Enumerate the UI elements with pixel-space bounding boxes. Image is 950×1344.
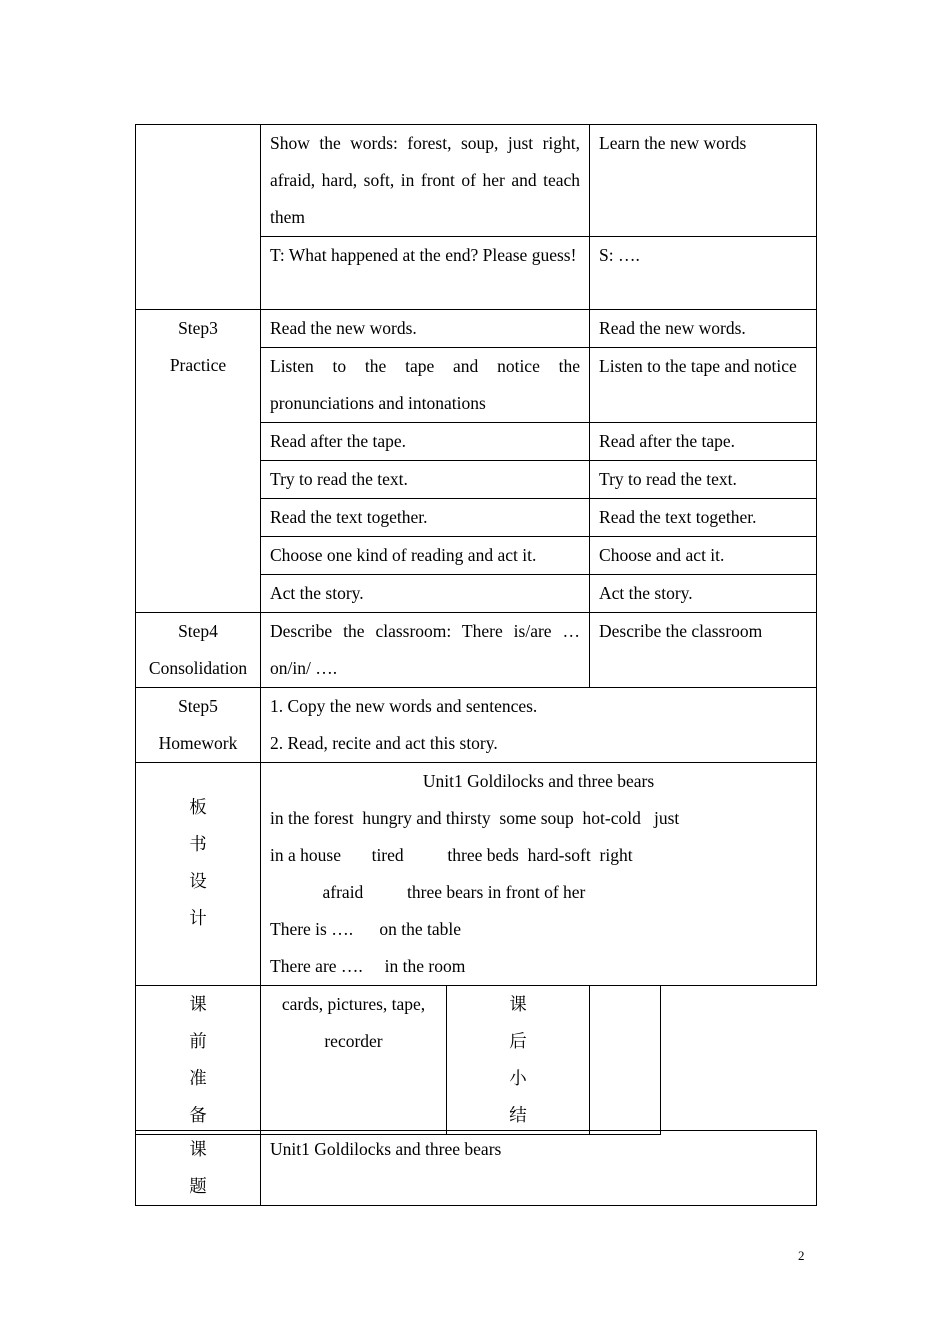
lesson-plan-table: [135, 124, 817, 1135]
student-activity: Read after the tape.: [590, 423, 817, 461]
student-activity: Choose and act it.: [590, 537, 817, 575]
step3-cell: [136, 310, 261, 613]
board-line: in a house tired three beds hard-soft right: [270, 845, 633, 865]
label-char: 后: [509, 1031, 527, 1051]
table-row: [136, 763, 817, 986]
table-row: [136, 688, 817, 763]
teacher-activity: Show the words: forest, soup, just right, afraid, hard, soft, in front of her and teach them: [261, 125, 590, 237]
board-line: in the forest hungry and thirsty some soup hot-cold just: [270, 808, 680, 828]
step-label: Practice: [169, 355, 227, 375]
teacher-activity: Listen to the tape and notice the pronunciations and intonations: [261, 348, 590, 423]
label-char: 小: [509, 1068, 527, 1088]
teacher-activity: Try to read the text.: [261, 461, 590, 499]
board-line: afraid three bears in front of her: [270, 882, 586, 902]
homework-item: 1. Copy the new words and sentences.: [270, 696, 538, 716]
board-design-content: [261, 763, 817, 986]
student-activity: Learn the new words: [590, 125, 817, 237]
homework-content: [261, 688, 817, 763]
teacher-activity: Read after the tape.: [261, 423, 590, 461]
teacher-activity: Describe the classroom: There is/are … on/in/ ….: [261, 613, 590, 688]
table-row: [136, 613, 817, 688]
table-row: [136, 125, 817, 237]
step5-cell: [136, 688, 261, 763]
student-activity: Describe the classroom: [590, 613, 817, 688]
student-activity: Read the text together.: [590, 499, 817, 537]
table-row: [136, 310, 817, 348]
empty-step-cell: [136, 125, 261, 310]
student-activity: Listen to the tape and notice: [590, 348, 817, 423]
label-char: 课: [189, 994, 207, 1014]
board-line: There are …. in the room: [270, 956, 466, 976]
student-activity: S: ….: [590, 237, 817, 310]
teacher-activity: Read the new words.: [261, 310, 590, 348]
summary-content: [590, 986, 661, 1135]
teacher-activity: Choose one kind of reading and act it.: [261, 537, 590, 575]
label-char: 书: [189, 834, 207, 854]
teacher-activity: Read the text together.: [261, 499, 590, 537]
label-char: 板: [189, 797, 207, 817]
label-char: 前: [189, 1031, 207, 1051]
label-char: 课: [509, 994, 527, 1014]
topic-label: [136, 1131, 261, 1206]
step-name: Step4: [178, 621, 218, 641]
step-name: Step5: [178, 696, 218, 716]
topic-content: Unit1 Goldilocks and three bears: [261, 1131, 817, 1206]
student-activity: Act the story.: [590, 575, 817, 613]
student-activity: Read the new words.: [590, 310, 817, 348]
preparation-label: [136, 986, 261, 1135]
preparation-content: cards, pictures, tape, recorder: [261, 986, 447, 1135]
label-char: 备: [189, 1105, 207, 1125]
step-label: Consolidation: [148, 658, 248, 678]
step-name: Step3: [178, 318, 218, 338]
step4-cell: [136, 613, 261, 688]
student-activity: Try to read the text.: [590, 461, 817, 499]
teacher-activity: Act the story.: [261, 575, 590, 613]
label-char: 设: [189, 871, 207, 891]
page-number: 2: [798, 1248, 805, 1263]
board-design-label: [136, 763, 261, 986]
table-row: [136, 986, 817, 1135]
label-char: 课: [189, 1139, 207, 1159]
label-char: 计: [189, 908, 207, 928]
summary-label: [447, 986, 590, 1135]
homework-item: 2. Read, recite and act this story.: [270, 733, 498, 753]
board-title: Unit1 Goldilocks and three bears: [422, 771, 655, 791]
lesson-title-table: [135, 1130, 817, 1206]
teacher-activity: T: What happened at the end? Please guess!: [261, 237, 590, 310]
label-char: 题: [189, 1176, 207, 1196]
step-label: Homework: [158, 733, 238, 753]
label-char: 准: [189, 1068, 207, 1088]
label-char: 结: [509, 1105, 527, 1125]
table-row: [136, 1131, 817, 1206]
board-line: There is …. on the table: [270, 919, 461, 939]
